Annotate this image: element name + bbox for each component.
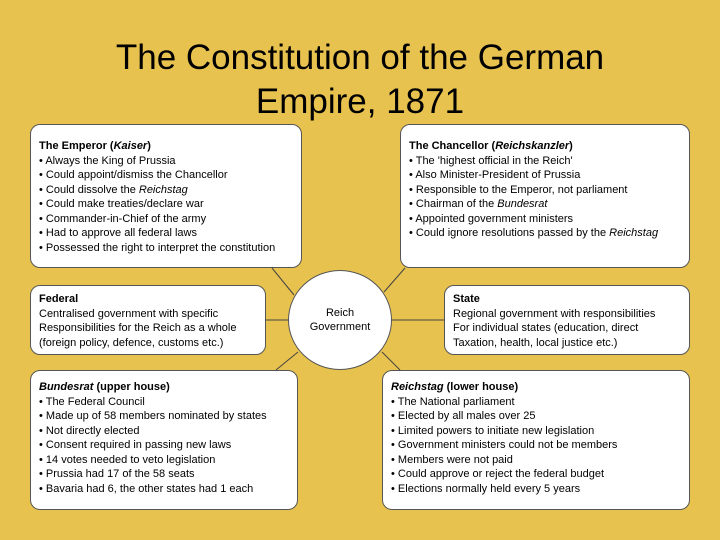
reichstag-item: • The National parliament — [391, 395, 681, 410]
chancellor-item-text: Could ignore resolutions passed by the — [415, 227, 610, 239]
connector-emperor — [272, 268, 294, 295]
emperor-item: • Had to approve all federal laws — [39, 226, 293, 241]
connector-chancellor — [384, 268, 405, 292]
state-line: For individual states (education, direct — [453, 322, 639, 334]
emperor-heading — [39, 139, 293, 154]
federal-line: Centralised government with specific — [39, 307, 219, 320]
reichstag-heading-italic: Reichstag — [391, 381, 444, 393]
chancellor-item-text: Chairman of the — [415, 198, 498, 210]
bundesrat-item: • 14 votes needed to veto legislation — [39, 453, 289, 468]
chancellor-item-italic: Reichstag — [609, 227, 659, 239]
chancellor-heading-post: ) — [569, 140, 573, 152]
federal-heading: Federal — [39, 293, 79, 305]
emperor-item: • Possessed the right to interpret the constitution — [39, 241, 293, 256]
emperor-list — [39, 154, 293, 256]
reich-government-node — [288, 270, 392, 370]
emperor-heading-post: ) — [147, 140, 151, 152]
reichstag-item: • Elected by all males over 25 — [391, 409, 681, 424]
bundesrat-heading — [39, 380, 289, 395]
bundesrat-item: • Not directly elected — [39, 424, 289, 439]
chancellor-item: • Appointed government ministers — [409, 212, 681, 227]
chancellor-item — [409, 197, 681, 212]
reichstag-item: • Government ministers could not be members — [391, 438, 681, 453]
chancellor-heading — [409, 139, 681, 154]
bundesrat-heading-italic: Bundesrat — [39, 381, 94, 393]
bundesrat-item: • Consent required in passing new laws — [39, 438, 289, 453]
chancellor-heading-pre: The Chancellor ( — [409, 140, 496, 152]
chancellor-item: • Responsible to the Emperor, not parliament — [409, 183, 681, 198]
chancellor-item: • The 'highest official in the Reich' — [409, 154, 681, 169]
state-heading: State — [453, 293, 480, 305]
emperor-item: • Always the King of Prussia — [39, 154, 293, 169]
chancellor-heading-italic: Reichskanzler — [495, 140, 570, 152]
reichstag-box — [382, 370, 690, 510]
bundesrat-box — [30, 370, 298, 510]
chancellor-item: • Also Minister-President of Prussia — [409, 168, 681, 183]
reichstag-item: • Elections normally held every 5 years — [391, 482, 681, 497]
emperor-item-text: Could dissolve the — [45, 183, 139, 196]
center-line-1: Reich — [325, 307, 355, 319]
connector-reichstag — [382, 352, 400, 370]
chancellor-item — [409, 226, 681, 241]
chancellor-box — [400, 124, 690, 268]
emperor-item-italic: Reichstag — [138, 183, 188, 196]
emperor-heading-pre: The Emperor ( — [39, 140, 114, 152]
reichstag-heading-post: (lower house) — [443, 381, 519, 393]
title-line-2: Empire, 1871 — [255, 82, 465, 121]
title-line-1: The Constitution of the German — [115, 38, 605, 77]
bundesrat-item: • The Federal Council — [39, 395, 289, 410]
bundesrat-item: • Prussia had 17 of the 58 seats — [39, 467, 289, 482]
bundesrat-list — [39, 395, 289, 497]
emperor-heading-italic: Kaiser — [113, 140, 148, 152]
emperor-item: • Could make treaties/declare war — [39, 197, 293, 212]
bundesrat-item: • Bavaria had 6, the other states had 1 each — [39, 482, 289, 497]
reichstag-heading — [391, 380, 681, 395]
federal-line: (foreign policy, defence, customs etc.) — [39, 336, 224, 349]
federal-box — [30, 285, 266, 355]
chancellor-item-italic: Bundesrat — [497, 198, 548, 210]
emperor-item — [39, 183, 293, 198]
reichstag-list — [391, 395, 681, 497]
state-box — [444, 285, 690, 355]
emperor-item: • Could appoint/dismiss the Chancellor — [39, 168, 293, 183]
state-line: Taxation, health, local justice etc.) — [453, 336, 618, 349]
emperor-item: • Commander-in-Chief of the army — [39, 212, 293, 227]
reichstag-item: • Limited powers to initiate new legislation — [391, 424, 681, 439]
connector-bundesrat — [276, 352, 298, 370]
emperor-box — [30, 124, 302, 268]
reichstag-item: • Could approve or reject the federal budget — [391, 467, 681, 482]
bundesrat-heading-post: (upper house) — [93, 381, 170, 393]
state-line: Regional government with responsibilities — [453, 307, 656, 320]
bundesrat-item: • Made up of 58 members nominated by states — [39, 409, 289, 424]
reichstag-item: • Members were not paid — [391, 453, 681, 468]
center-line-2: Government — [309, 321, 371, 333]
chancellor-list — [409, 154, 681, 241]
federal-line: Responsibilities for the Reich as a whole — [39, 322, 237, 334]
